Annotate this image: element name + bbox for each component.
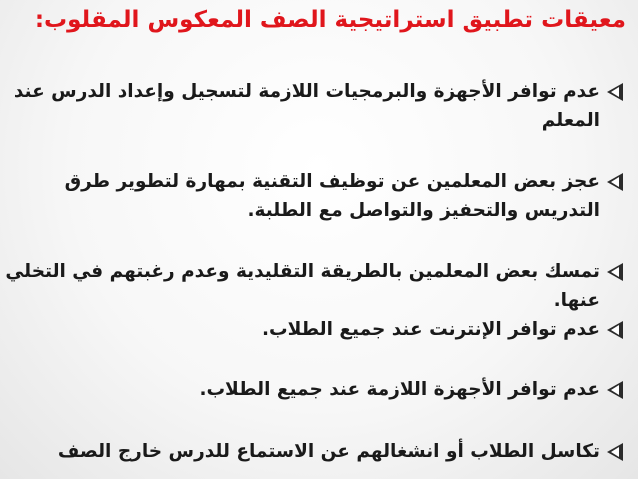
list-item: [4, 168, 628, 225]
bullet-text: عدم توافر الأجهزة اللازمة عند جميع الطلاب.: [199, 379, 600, 400]
arrow-bullet-icon: [606, 81, 628, 103]
list-item: [4, 376, 628, 405]
list-item: [4, 258, 628, 315]
arrow-bullet-icon: [606, 441, 628, 463]
slide-title: معيقات تطبيق استراتيجية الصف المعكوس المقلوب:: [34, 7, 626, 33]
arrow-bullet-icon: [606, 319, 628, 341]
bullet-text: عدم توافر الإنترنت عند جميع الطلاب.: [261, 319, 600, 340]
bullet-text: تكاسل الطلاب أو انشغالهم عن الاستماع للدرس خارج الصف: [57, 441, 600, 462]
bullet-text: عجز بعض المعلمين عن توظيف التقنية بمهارة لتطوير طرق التدريس والتحفيز والتواصل مع الطلبة.: [64, 171, 600, 221]
list-item: [4, 316, 628, 345]
bullet-text: عدم توافر الأجهزة والبرمجيات اللازمة لتسجيل وإعداد الدرس عند المعلم: [13, 81, 600, 131]
bullet-text: تمسك بعض المعلمين بالطريقة التقليدية وعدم رغبتهم في التخلي عنها.: [5, 261, 600, 311]
list-item: [4, 78, 628, 135]
arrow-bullet-icon: [606, 379, 628, 401]
list-item: [4, 438, 628, 467]
arrow-bullet-icon: [606, 261, 628, 283]
arrow-bullet-icon: [606, 171, 628, 193]
